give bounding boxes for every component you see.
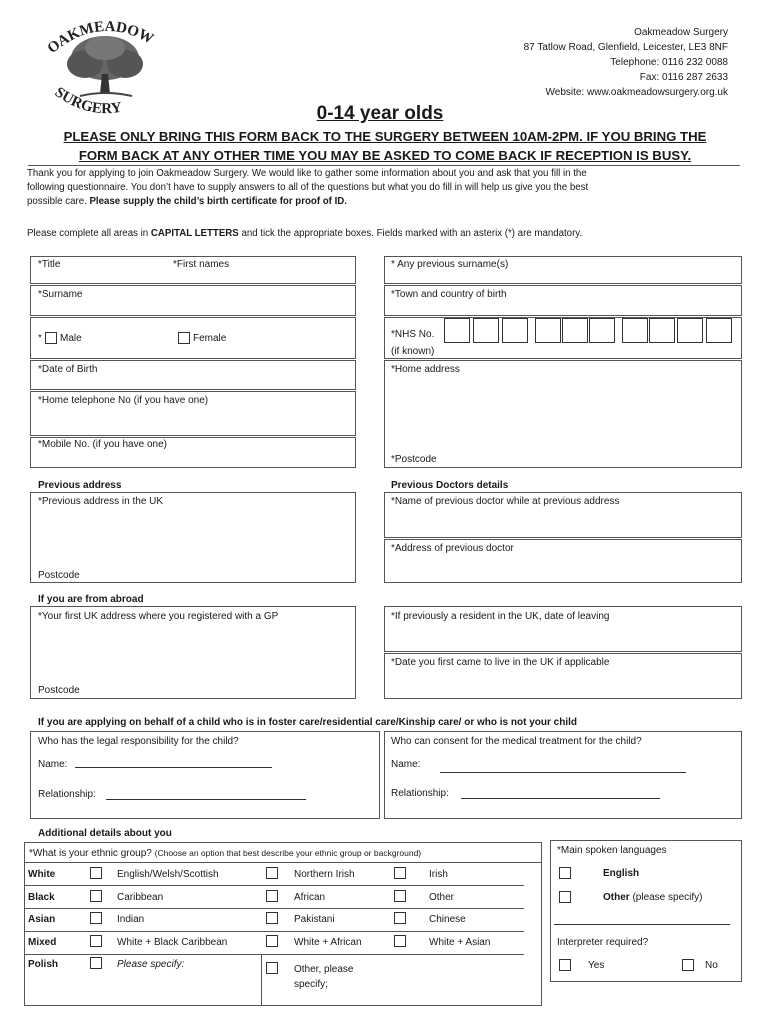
nhs-label: *NHS No. [391, 329, 435, 340]
nhs-known-label: (if known) [391, 346, 435, 357]
ethnic-option-label: Pakistani [294, 914, 335, 925]
previous-address-heading: Previous address [38, 480, 122, 491]
legal-name-label: Name: [38, 759, 68, 770]
ethnic-row-label: Asian [28, 914, 56, 925]
legal-relationship-input[interactable] [106, 799, 306, 800]
practice-telephone: Telephone: 0116 232 0088 [610, 57, 728, 68]
ethnic-question [29, 848, 421, 859]
nhs-digit-box[interactable] [706, 318, 732, 343]
interpreter-yes-checkbox[interactable] [559, 959, 571, 971]
male-checkbox[interactable] [45, 332, 57, 344]
ethnic-option-checkbox[interactable] [90, 912, 102, 924]
interpreter-no-checkbox[interactable] [682, 959, 694, 971]
ethnic-row-label: Polish [28, 959, 59, 970]
nhs-digit-box[interactable] [649, 318, 675, 343]
legal-responsibility-label: Who has the legal responsibility for the child? [38, 736, 239, 747]
female-checkbox[interactable] [178, 332, 190, 344]
previous-doctor-address-label: *Address of previous doctor [391, 543, 514, 554]
notice-line-1: PLEASE ONLY BRING THIS FORM BACK TO THE SURGERY BETWEEN 10AM-2PM. IF YOU BRING THE [63, 129, 707, 144]
abroad-postcode-label: Postcode [38, 685, 80, 696]
practice-name: Oakmeadow Surgery [634, 27, 728, 38]
practice-fax: Fax: 0116 287 2633 [639, 72, 728, 83]
ethnic-option-label: Other, please [294, 964, 354, 975]
previous-doctor-heading: Previous Doctors details [391, 480, 509, 491]
other-language-checkbox[interactable] [559, 891, 571, 903]
previous-surname-label: * Any previous surname(s) [391, 259, 509, 270]
english-checkbox[interactable] [559, 867, 571, 879]
ethnic-option-label: Northern Irish [294, 869, 355, 880]
ethnic-option-label: specify; [294, 979, 328, 990]
nhs-digit-box[interactable] [535, 318, 561, 343]
instructions-capitals: CAPITAL LETTERS [150, 228, 239, 239]
nhs-digit-box[interactable] [589, 318, 615, 343]
instructions-text-c: and tick the appropriate boxes. Fields marked with an asterix (*) are mandatory. [238, 228, 583, 239]
ethnic-option-checkbox[interactable] [90, 957, 102, 969]
foster-heading: If you are applying on behalf of a child who is in foster care/residential care/Kinship care/ or who is not your child [38, 717, 577, 728]
ethnic-option-checkbox[interactable] [266, 867, 278, 879]
nhs-digit-box[interactable] [622, 318, 648, 343]
practice-website: Website: www.oakmeadowsurgery.org.uk [545, 87, 728, 98]
previous-doctor-name-label: *Name of previous doctor while at previous address [391, 496, 620, 507]
ethnic-option-checkbox[interactable] [90, 867, 102, 879]
date-came-label: *Date you first came to live in the UK if applicable [391, 657, 610, 668]
nhs-digit-box[interactable] [562, 318, 588, 343]
intro-line-3-text: possible care. [27, 196, 90, 207]
male-label: Male [60, 333, 82, 344]
ethnic-option-label: Please specify: [117, 959, 185, 970]
ethnic-row-label: White [28, 869, 56, 880]
additional-heading: Additional details about you [38, 828, 172, 839]
consent-name-label: Name: [391, 759, 421, 770]
ethnic-option-label: White + Asian [429, 937, 491, 948]
home-address-field[interactable] [384, 360, 742, 468]
other-language-input[interactable] [554, 924, 730, 925]
home-postcode-label: *Postcode [391, 454, 437, 465]
interpreter-label: Interpreter required? [557, 937, 649, 948]
ethnic-option-checkbox[interactable] [266, 962, 278, 974]
first-uk-address-label: *Your first UK address where you registered with a GP [38, 611, 279, 622]
nhs-digit-box[interactable] [473, 318, 499, 343]
mobile-label: *Mobile No. (if you have one) [38, 439, 167, 450]
ethnic-option-checkbox[interactable] [90, 935, 102, 947]
consent-label: Who can consent for the medical treatment for the child? [391, 736, 642, 747]
ethnic-option-label: Irish [429, 869, 448, 880]
instructions [27, 228, 582, 239]
abroad-heading: If you are from abroad [38, 594, 144, 605]
ethnic-option-checkbox[interactable] [394, 867, 406, 879]
birth-certificate-note: Please supply the child’s birth certificate for proof of ID. [89, 196, 347, 207]
ethnic-question-hint: (Choose an option that best describe your ethnic group or background) [154, 848, 422, 858]
other-language-label [603, 892, 702, 903]
ethnic-option-label: Caribbean [117, 892, 164, 903]
legal-name-input[interactable] [75, 767, 272, 768]
ethnic-option-checkbox[interactable] [394, 935, 406, 947]
consent-name-input[interactable] [440, 772, 686, 773]
form-title: 0-14 year olds [316, 103, 444, 124]
intro-line-2: following questionnaire. You don’t have to supply answers to all of the questions but what you do fill in will help us give you the best [27, 182, 589, 193]
ethnic-option-label: White + African [294, 937, 362, 948]
town-birth-label: *Town and country of birth [391, 289, 507, 300]
sex-asterisk: * [38, 333, 42, 344]
ethnic-option-label: Other [429, 892, 455, 903]
nhs-digit-box[interactable] [502, 318, 528, 343]
home-telephone-label: *Home telephone No (if you have one) [38, 395, 209, 406]
date-leaving-label: *If previously a resident in the UK, date of leaving [391, 611, 610, 622]
female-label: Female [193, 333, 227, 344]
nhs-digit-box[interactable] [444, 318, 470, 343]
intro-line-1: Thank you for applying to join Oakmeadow Surgery. We would like to gather some information about you and ask that you fill in the [27, 168, 587, 179]
ethnic-question-text: *What is your ethnic group? [29, 848, 155, 859]
consent-relationship-input[interactable] [461, 798, 660, 799]
previous-address-label: *Previous address in the UK [38, 496, 164, 507]
ethnic-option-checkbox[interactable] [394, 890, 406, 902]
ethnic-row-label: Mixed [28, 937, 57, 948]
instructions-text-a: Please complete all areas in [27, 228, 151, 239]
ethnic-row-label: Black [28, 892, 55, 903]
other-language-text: Other [603, 892, 630, 903]
interpreter-no-label: No [705, 960, 718, 971]
ethnic-option-checkbox[interactable] [266, 890, 278, 902]
home-address-label: *Home address [391, 364, 460, 375]
languages-label: *Main spoken languages [557, 845, 667, 856]
ethnic-option-label: Indian [117, 914, 145, 925]
ethnic-option-checkbox[interactable] [266, 935, 278, 947]
ethnic-option-label: White + Black Caribbean [117, 937, 228, 948]
ethnic-option-checkbox[interactable] [394, 912, 406, 924]
first-names-label: *First names [173, 259, 230, 270]
surname-label: *Surname [38, 289, 83, 300]
practice-address: 87 Tatlow Road, Glenfield, Leicester, LE3 8NF [523, 42, 728, 53]
notice-line-2: FORM BACK AT ANY OTHER TIME YOU MAY BE ASKED TO COME BACK IF RECEPTION IS BUSY. [78, 148, 692, 163]
ethnic-option-label: English/Welsh/Scottish [117, 869, 219, 880]
english-label: English [603, 868, 640, 879]
other-language-hint: (please specify) [629, 892, 703, 903]
legal-relationship-label: Relationship: [38, 789, 96, 800]
logo-top-text: OAKMEADOW [44, 18, 156, 57]
ethnic-option-label: African [294, 892, 326, 903]
ethnic-option-label: Chinese [429, 914, 466, 925]
consent-relationship-label: Relationship: [391, 788, 449, 799]
title-label: *Title [38, 259, 61, 270]
intro-line-3 [27, 196, 347, 207]
dob-label: *Date of Birth [38, 364, 98, 375]
ethnic-option-checkbox[interactable] [90, 890, 102, 902]
previous-postcode-label: Postcode [38, 570, 80, 581]
nhs-digit-box[interactable] [677, 318, 703, 343]
logo-bottom-text: SURGERY [51, 84, 123, 118]
interpreter-yes-label: Yes [588, 960, 605, 971]
ethnic-option-checkbox[interactable] [266, 912, 278, 924]
